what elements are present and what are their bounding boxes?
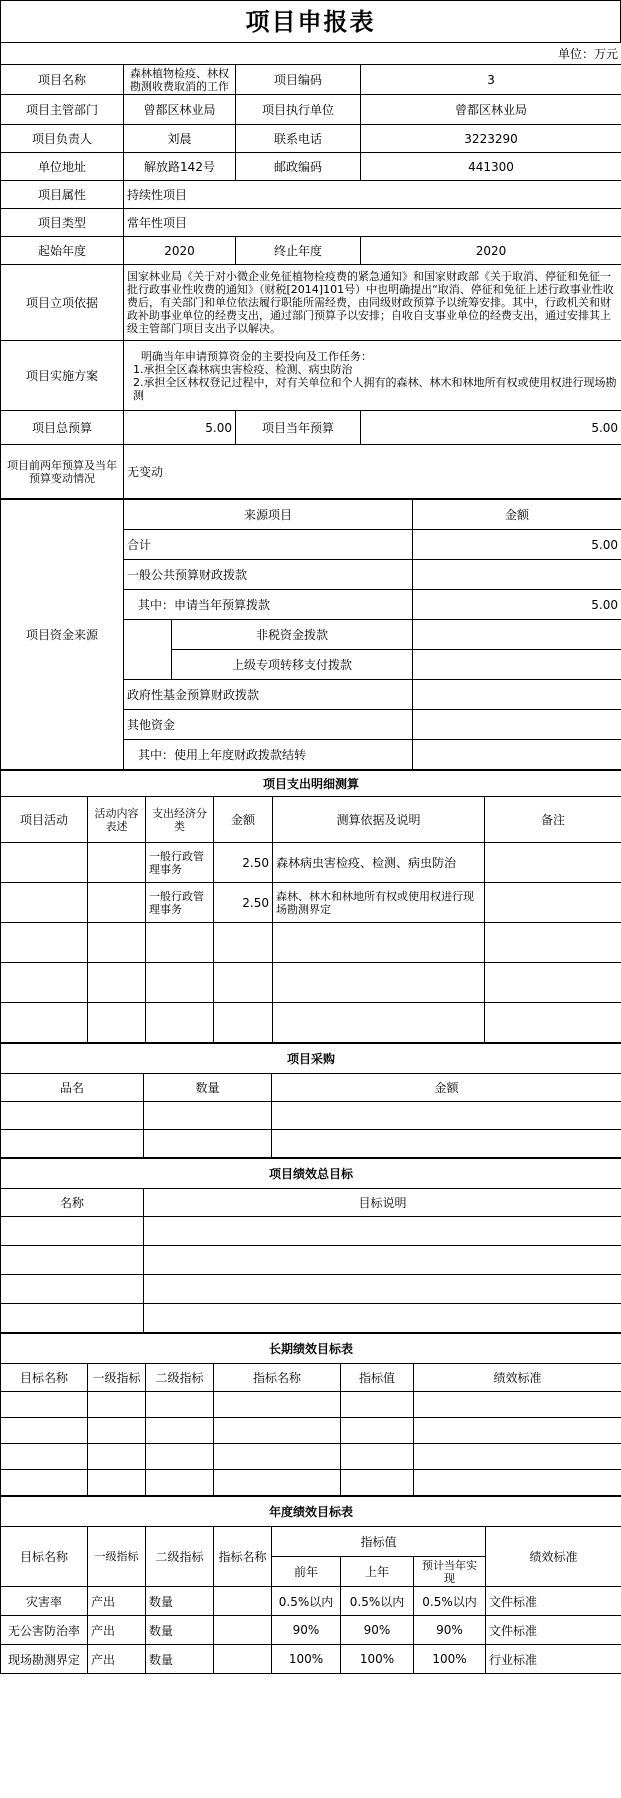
expense-cell (146, 1003, 214, 1043)
procurement-cell (1, 1102, 144, 1130)
expense-cell (1, 923, 88, 963)
perf-total-title: 项目绩效总目标 (1, 1159, 621, 1189)
expense-cell (88, 1003, 146, 1043)
longterm-cell (146, 1418, 214, 1444)
funding-source-header: 来源项目 (124, 500, 413, 530)
exec-label: 项目执行单位 (236, 95, 361, 125)
expense-cell (273, 963, 485, 1003)
longterm-header: 一级指标 (88, 1364, 146, 1392)
funding-row-name: 其他资金 (124, 710, 413, 740)
procurement-table (0, 1043, 621, 1158)
expense-cell: 森林、林木和林地所有权或使用权进行现场勘测界定 (273, 883, 485, 923)
funding-row-name: 政府性基金预算财政拨款 (124, 680, 413, 710)
annual-header: 二级指标 (146, 1527, 214, 1587)
longterm-cell (1, 1418, 88, 1444)
longterm-table (0, 1333, 621, 1496)
longterm-cell (341, 1392, 414, 1418)
funding-label: 项目资金来源 (1, 500, 124, 770)
annual-header: 一级指标 (88, 1527, 146, 1587)
procurement-cell (272, 1130, 621, 1158)
annual-cell (214, 1587, 272, 1616)
perf-total-cell (144, 1246, 621, 1275)
current-budget-value: 5.00 (361, 411, 621, 445)
funding-row-name: 其中：申请当年预算拨款 (124, 590, 413, 620)
longterm-cell (1, 1444, 88, 1470)
expense-cell (146, 923, 214, 963)
perf-total-cell (1, 1217, 144, 1246)
annual-cell (214, 1645, 272, 1674)
perf-total-header: 名称 (1, 1189, 144, 1217)
total-budget-label: 项目总预算 (1, 411, 124, 445)
funding-row-name: 其中：使用上年度财政拨款结转 (124, 740, 413, 770)
leader-label: 项目负责人 (1, 125, 124, 153)
longterm-title: 长期绩效目标表 (1, 1334, 621, 1364)
longterm-cell (214, 1392, 341, 1418)
funding-amount-header: 金额 (413, 500, 621, 530)
annual-cell: 90% (414, 1616, 486, 1645)
start-year-value: 2020 (124, 237, 236, 265)
annual-title: 年度绩效目标表 (1, 1497, 621, 1527)
longterm-cell (1, 1392, 88, 1418)
perf-total-cell (144, 1275, 621, 1304)
change-label: 项目前两年预算及当年预算变动情况 (1, 445, 124, 499)
longterm-cell (1, 1470, 88, 1496)
longterm-cell (414, 1418, 621, 1444)
expense-cell (88, 923, 146, 963)
expense-cell: 一般行政管理事务 (146, 843, 214, 883)
procurement-title: 项目采购 (1, 1044, 621, 1074)
longterm-header: 二级指标 (146, 1364, 214, 1392)
expense-cell: 2.50 (214, 883, 273, 923)
address-value: 解放路142号 (124, 153, 236, 181)
start-year-label: 起始年度 (1, 237, 124, 265)
annual-cell: 100% (272, 1645, 341, 1674)
longterm-cell (88, 1470, 146, 1496)
annual-cell: 0.5%以内 (272, 1587, 341, 1616)
longterm-cell (146, 1392, 214, 1418)
unit-label: 单位：万元 (1, 43, 621, 65)
attr-label: 项目属性 (1, 181, 124, 209)
funding-indent-cell (124, 620, 172, 650)
expense-cell (273, 1003, 485, 1043)
expense-header: 项目活动 (1, 797, 88, 843)
longterm-cell (414, 1392, 621, 1418)
funding-row-amount (413, 560, 621, 590)
project-code-value: 3 (361, 65, 621, 95)
plan-line: 2.承担全区林权登记过程中，对有关单位和个人拥有的森林、林木和林地所有权或使用权进行现场勘测 (133, 375, 617, 402)
funding-indent-cell (124, 650, 172, 680)
annual-cell (214, 1616, 272, 1645)
longterm-cell (214, 1444, 341, 1470)
funding-row-name: 一般公共预算财政拨款 (124, 560, 413, 590)
current-budget-label: 项目当年预算 (236, 411, 361, 445)
plan-text (124, 341, 621, 411)
end-year-value: 2020 (361, 237, 621, 265)
funding-row-name: 合计 (124, 530, 413, 560)
phone-value: 3223290 (361, 125, 621, 153)
longterm-cell (341, 1470, 414, 1496)
expense-header: 金额 (214, 797, 273, 843)
end-year-label: 终止年度 (236, 237, 361, 265)
annual-subheader: 上年 (341, 1557, 414, 1587)
type-value: 常年性项目 (124, 209, 621, 237)
procurement-cell (272, 1102, 621, 1130)
basic-info-table (0, 42, 621, 499)
form-title: 项目申报表 (0, 0, 621, 42)
expense-cell (214, 1003, 273, 1043)
longterm-cell (88, 1418, 146, 1444)
expense-cell (88, 883, 146, 923)
annual-cell: 文件标准 (486, 1587, 621, 1616)
attr-value: 持续性项目 (124, 181, 621, 209)
annual-header: 绩效标准 (486, 1527, 621, 1587)
postcode-label: 邮政编码 (236, 153, 361, 181)
longterm-header: 目标名称 (1, 1364, 88, 1392)
basis-text: 国家林业局《关于对小微企业免征植物检疫费的紧急通知》和国家财政部《关于取消、停征和免征一批行政事业性收费的通知》（财税[2014]101号）中也明确提出“取消、停征和免征上述行政事业性收费后，有关部门和单位依法履行职能所需经费，由同级财政预算予以统筹安排。其中，行政机关和财政补助事业单位的经费支出，通过部门预算予以安排；自收自支事业单位的经费支出，通过安排其上级主管部门项目支出予以解决。 (124, 265, 621, 341)
expense-cell (485, 843, 621, 883)
annual-cell: 数量 (146, 1645, 214, 1674)
annual-cell: 灾害率 (1, 1587, 88, 1616)
procurement-cell (144, 1102, 272, 1130)
longterm-cell (88, 1392, 146, 1418)
funding-table (0, 499, 621, 770)
expense-table (0, 770, 621, 1043)
annual-cell: 产出 (88, 1587, 146, 1616)
plan-label: 项目实施方案 (1, 341, 124, 411)
expense-cell (88, 963, 146, 1003)
annual-cell: 100% (341, 1645, 414, 1674)
perf-total-cell (144, 1304, 621, 1333)
annual-subheader: 前年 (272, 1557, 341, 1587)
dept-label: 项目主管部门 (1, 95, 124, 125)
project-name-label: 项目名称 (1, 65, 124, 95)
longterm-header: 指标名称 (214, 1364, 341, 1392)
annual-cell: 数量 (146, 1616, 214, 1645)
perf-total-cell (144, 1217, 621, 1246)
longterm-cell (414, 1470, 621, 1496)
expense-cell (146, 963, 214, 1003)
expense-cell (1, 883, 88, 923)
expense-header: 活动内容表述 (88, 797, 146, 843)
funding-row-amount (413, 710, 621, 740)
change-value: 无变动 (124, 445, 621, 499)
type-label: 项目类型 (1, 209, 124, 237)
expense-cell: 森林病虫害检疫、检测、病虫防治 (273, 843, 485, 883)
annual-table (0, 1496, 621, 1674)
expense-header: 备注 (485, 797, 621, 843)
longterm-cell (214, 1470, 341, 1496)
plan-line: 明确当年申请预算资金的主要投向及工作任务： (141, 349, 372, 363)
expense-cell: 2.50 (214, 843, 273, 883)
annual-cell: 90% (272, 1616, 341, 1645)
annual-header: 指标值 (272, 1527, 486, 1557)
funding-row-amount (413, 680, 621, 710)
longterm-cell (146, 1470, 214, 1496)
expense-cell: 一般行政管理事务 (146, 883, 214, 923)
procurement-cell (1, 1130, 144, 1158)
expense-cell (214, 963, 273, 1003)
total-budget-value: 5.00 (124, 411, 236, 445)
annual-cell: 数量 (146, 1587, 214, 1616)
plan-line: 1.承担全区森林病虫害检疫、检测、病虫防治 (133, 362, 353, 376)
annual-cell: 100% (414, 1645, 486, 1674)
funding-row-amount: 5.00 (413, 590, 621, 620)
longterm-cell (88, 1444, 146, 1470)
longterm-cell (341, 1418, 414, 1444)
funding-row-amount (413, 740, 621, 770)
perf-total-cell (1, 1304, 144, 1333)
project-name-value: 森林植物检疫、林权勘测收费取消的工作 (124, 65, 236, 95)
funding-row-amount (413, 650, 621, 680)
expense-header: 支出经济分类 (146, 797, 214, 843)
expense-cell (88, 843, 146, 883)
expense-cell (1, 843, 88, 883)
annual-subheader: 预计当年实现 (414, 1557, 486, 1587)
funding-row-amount: 5.00 (413, 530, 621, 560)
annual-cell: 产出 (88, 1645, 146, 1674)
annual-cell: 0.5%以内 (414, 1587, 486, 1616)
basis-label: 项目立项依据 (1, 265, 124, 341)
longterm-cell (414, 1444, 621, 1470)
leader-value: 刘晨 (124, 125, 236, 153)
dept-value: 曾都区林业局 (124, 95, 236, 125)
expense-cell (485, 963, 621, 1003)
procurement-header: 金额 (272, 1074, 621, 1102)
perf-total-header: 目标说明 (144, 1189, 621, 1217)
annual-header: 指标名称 (214, 1527, 272, 1587)
expense-cell (1, 963, 88, 1003)
funding-row-name: 非税资金拨款 (172, 620, 413, 650)
expense-cell (485, 923, 621, 963)
expense-cell (485, 883, 621, 923)
expense-cell (485, 1003, 621, 1043)
annual-cell: 现场勘测界定 (1, 1645, 88, 1674)
expense-cell (273, 923, 485, 963)
perf-total-cell (1, 1275, 144, 1304)
funding-row-name: 上级专项转移支付拨款 (172, 650, 413, 680)
annual-header: 目标名称 (1, 1527, 88, 1587)
procurement-header: 品名 (1, 1074, 144, 1102)
funding-row-amount (413, 620, 621, 650)
expense-header: 测算依据及说明 (273, 797, 485, 843)
longterm-cell (341, 1444, 414, 1470)
expense-title: 项目支出明细测算 (1, 771, 621, 797)
annual-cell: 0.5%以内 (341, 1587, 414, 1616)
longterm-header: 绩效标准 (414, 1364, 621, 1392)
procurement-cell (144, 1130, 272, 1158)
expense-cell (214, 923, 273, 963)
annual-cell: 无公害防治率 (1, 1616, 88, 1645)
phone-label: 联系电话 (236, 125, 361, 153)
perf-total-table (0, 1158, 621, 1333)
longterm-header: 指标值 (341, 1364, 414, 1392)
postcode-value: 441300 (361, 153, 621, 181)
annual-cell: 文件标准 (486, 1616, 621, 1645)
perf-total-cell (1, 1246, 144, 1275)
address-label: 单位地址 (1, 153, 124, 181)
exec-value: 曾都区林业局 (361, 95, 621, 125)
procurement-header: 数量 (144, 1074, 272, 1102)
annual-cell: 产出 (88, 1616, 146, 1645)
project-code-label: 项目编码 (236, 65, 361, 95)
longterm-cell (214, 1418, 341, 1444)
annual-cell: 行业标准 (486, 1645, 621, 1674)
longterm-cell (146, 1444, 214, 1470)
annual-cell: 90% (341, 1616, 414, 1645)
expense-cell (1, 1003, 88, 1043)
